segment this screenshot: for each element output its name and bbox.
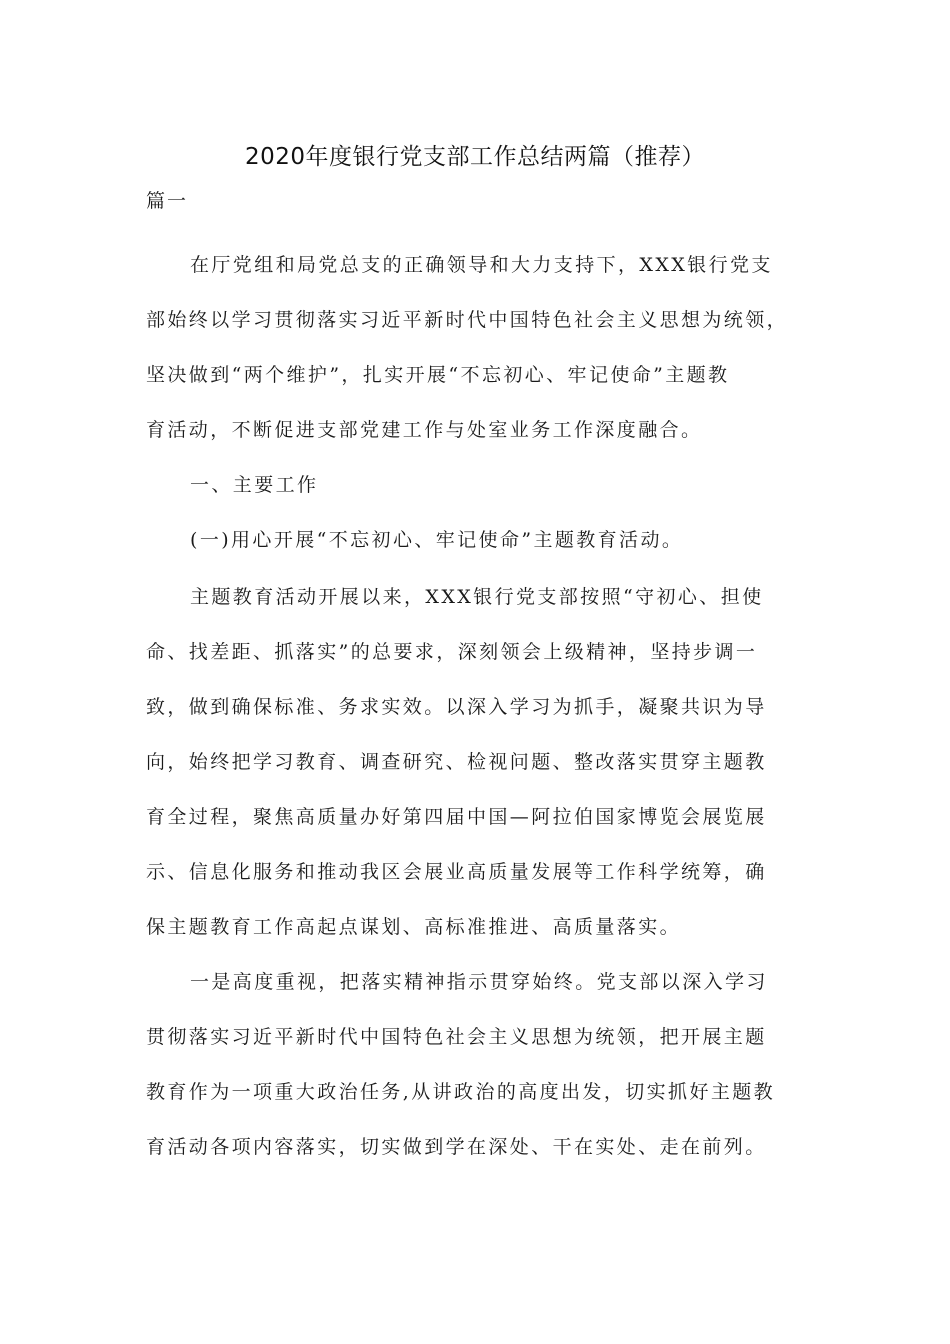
paragraph-line: 教育作为一项重大政治任务,从讲政治的高度出发，切实抓好主题教 bbox=[146, 1081, 776, 1103]
paragraph-line: 育全过程，聚焦高质量办好第四届中国—阿拉伯国家博览会展览展 bbox=[146, 806, 767, 828]
paragraph-line: 保主题教育工作高起点谋划、高标准推进、高质量落实。 bbox=[146, 916, 682, 938]
section-label: 篇一 bbox=[146, 190, 189, 212]
paragraph-line: 贯彻落实习近平新时代中国特色社会主义思想为统领，把开展主题 bbox=[146, 1026, 767, 1048]
paragraph-line: 在厅党组和局党总支的正确领导和大力支持下，XXX银行党支 bbox=[190, 254, 773, 276]
paragraph-line: 部始终以学习贯彻落实习近平新时代中国特色社会主义思想为统领， bbox=[146, 309, 789, 331]
paragraph-line: 命、找差距、抓落实”的总要求，深刻领会上级精神，坚持步调一 bbox=[146, 641, 758, 663]
paragraph-line: 示、信息化服务和推动我区会展业高质量发展等工作科学统筹，确 bbox=[146, 861, 767, 883]
paragraph-line: 致，做到确保标准、务求实效。以深入学习为抓手，凝聚共识为导 bbox=[146, 696, 767, 718]
paragraph-line: 一是高度重视，把落实精神指示贯穿始终。党支部以深入学习 bbox=[190, 971, 768, 993]
subsection-heading: (一)用心开展“不忘初心、牢记使命”主题教育活动。 bbox=[190, 529, 684, 551]
paragraph-line: 主题教育活动开展以来，XXX银行党支部按照“守初心、担使 bbox=[190, 586, 764, 608]
paragraph-line: 坚决做到“两个维护”，扎实开展“不忘初心、牢记使命”主题教 bbox=[146, 364, 730, 386]
document-title: 2020年度银行党支部工作总结两篇（推荐） bbox=[244, 144, 706, 170]
paragraph-line: 育活动各项内容落实，切实做到学在深处、干在实处、走在前列。 bbox=[146, 1136, 767, 1158]
paragraph-line: 育活动，不断促进支部党建工作与处室业务工作深度融合。 bbox=[146, 419, 703, 441]
section-heading: 一、主要工作 bbox=[190, 474, 319, 496]
paragraph-line: 向，始终把学习教育、调查研究、检视问题、整改落实贯穿主题教 bbox=[146, 751, 767, 773]
